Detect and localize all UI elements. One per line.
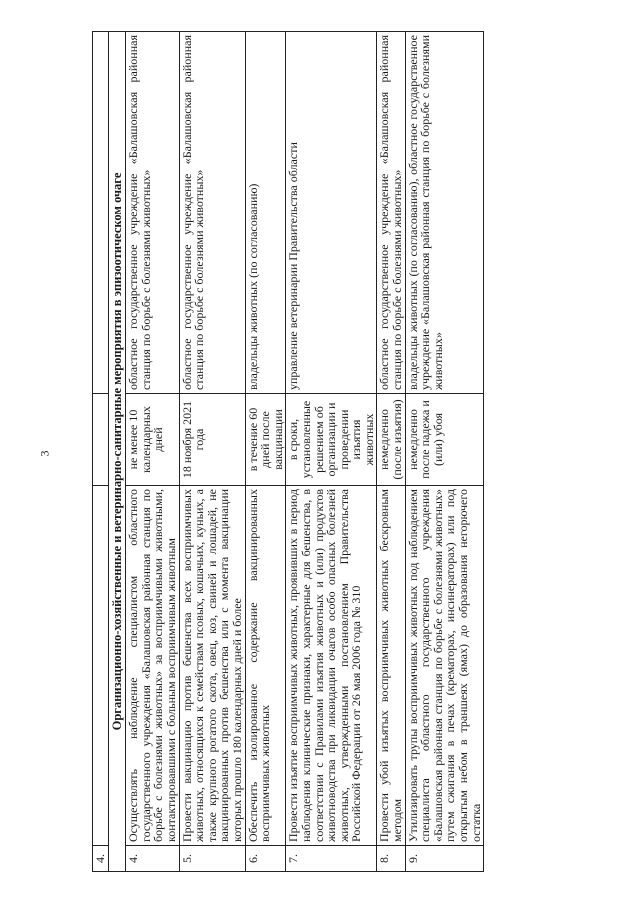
header-cell-4 [93, 32, 109, 394]
measure-text: Провести вакцинацию против бешенства всех восприимчивых животных, относящихся к семействам псовых, кошачьих, куньих, а также крупного рогатого скота, овец, коз, свиней и лошадей, не вакцинированных против бешенства или с момента вакцинации которых прошло 180 календарных дней и более [179, 486, 245, 846]
table-header-row [93, 32, 109, 872]
header-cell-1: 4. [93, 846, 109, 872]
row-number: 6. [245, 846, 286, 872]
responsible-party: областное государственное учреждение «Балашовская районная станция по борьбе с болезнями животных» [126, 32, 179, 394]
deadline-text: немедленно (после изъятия) [377, 394, 405, 486]
measure-text: Провести изъятие восприимчивых животных, проявивших в период наблюдения клинические признаки, характерные для бешенства, в соответствии с Правилами изъятия животных и (или) продуктов животноводства при ликвидации очагов особо опасных болезней животных, утвержденными постановлением Правительства Российской Федерации от 26 мая 2006 года № 310 [286, 486, 377, 846]
table-row [286, 32, 377, 872]
header-cell-3 [93, 394, 109, 486]
table-row [245, 32, 286, 872]
responsible-party: областное государственное учреждение «Балашовская районная станция по борьбе с болезнями животных» [377, 32, 405, 394]
row-number: 8. [377, 846, 405, 872]
measure-text: Провести убой изъятых восприимчивых животных бескровным методом [377, 486, 405, 846]
measure-text: Обеспечить изолированное содержание вакцинированных восприимчивых животных [245, 486, 286, 846]
rotated-page-content [92, 32, 532, 872]
row-number: 4. [126, 846, 179, 872]
responsible-party: владельцы животных (по согласованию) [245, 32, 286, 394]
table-row [179, 32, 245, 872]
responsible-party: управление ветеринарии Правительства области [286, 32, 377, 394]
header-cell-2 [93, 486, 109, 846]
deadline-text: немедленно после падежа и (или) убоя [405, 394, 484, 486]
table-row [405, 32, 484, 872]
deadline-text: не менее 10 календарных дней [126, 394, 179, 486]
section-title-row [108, 32, 126, 872]
row-number: 5. [179, 846, 245, 872]
row-number: 9. [405, 846, 484, 872]
deadline-text: в сроки, установленные решением об организации и проведении изъятия животных [286, 394, 377, 486]
responsible-party: областное государственное учреждение «Балашовская районная станция по борьбе с болезнями животных» [179, 32, 245, 394]
measures-table [92, 31, 484, 872]
deadline-text: 18 ноября 2021 года [179, 394, 245, 486]
deadline-text: в течение 60 дней после вакцинации [245, 394, 286, 486]
table-row [126, 32, 179, 872]
section-title: Организационно-хозяйственные и ветеринарно-санитарные мероприятия в эпизоотическом очаге [108, 32, 126, 872]
table-row [377, 32, 405, 872]
page-number: 3 [37, 450, 52, 457]
responsible-party: владельцы животных (по согласованию), областное государственное учреждение «Балашовская районная станция по борьбе с болезнями животных» [405, 32, 484, 394]
measure-text: Осуществлять наблюдение специалистом областного государственного учреждения «Балашовская районная станция по борьбе с болезнями животных» за восприимчивыми животными, контактировавшими с больным восприимчивым животным [126, 486, 179, 846]
row-number: 7. [286, 846, 377, 872]
measure-text: Утилизировать трупы восприимчивых животных под наблюдением специалиста областного государственного учреждения «Балашовская районная станция по борьбе с болезнями животных» путем сжигания в печах (крематорах, инсинераторах) или под открытым небом в траншеях (ямах) до образования негорючего остатка [405, 486, 484, 846]
